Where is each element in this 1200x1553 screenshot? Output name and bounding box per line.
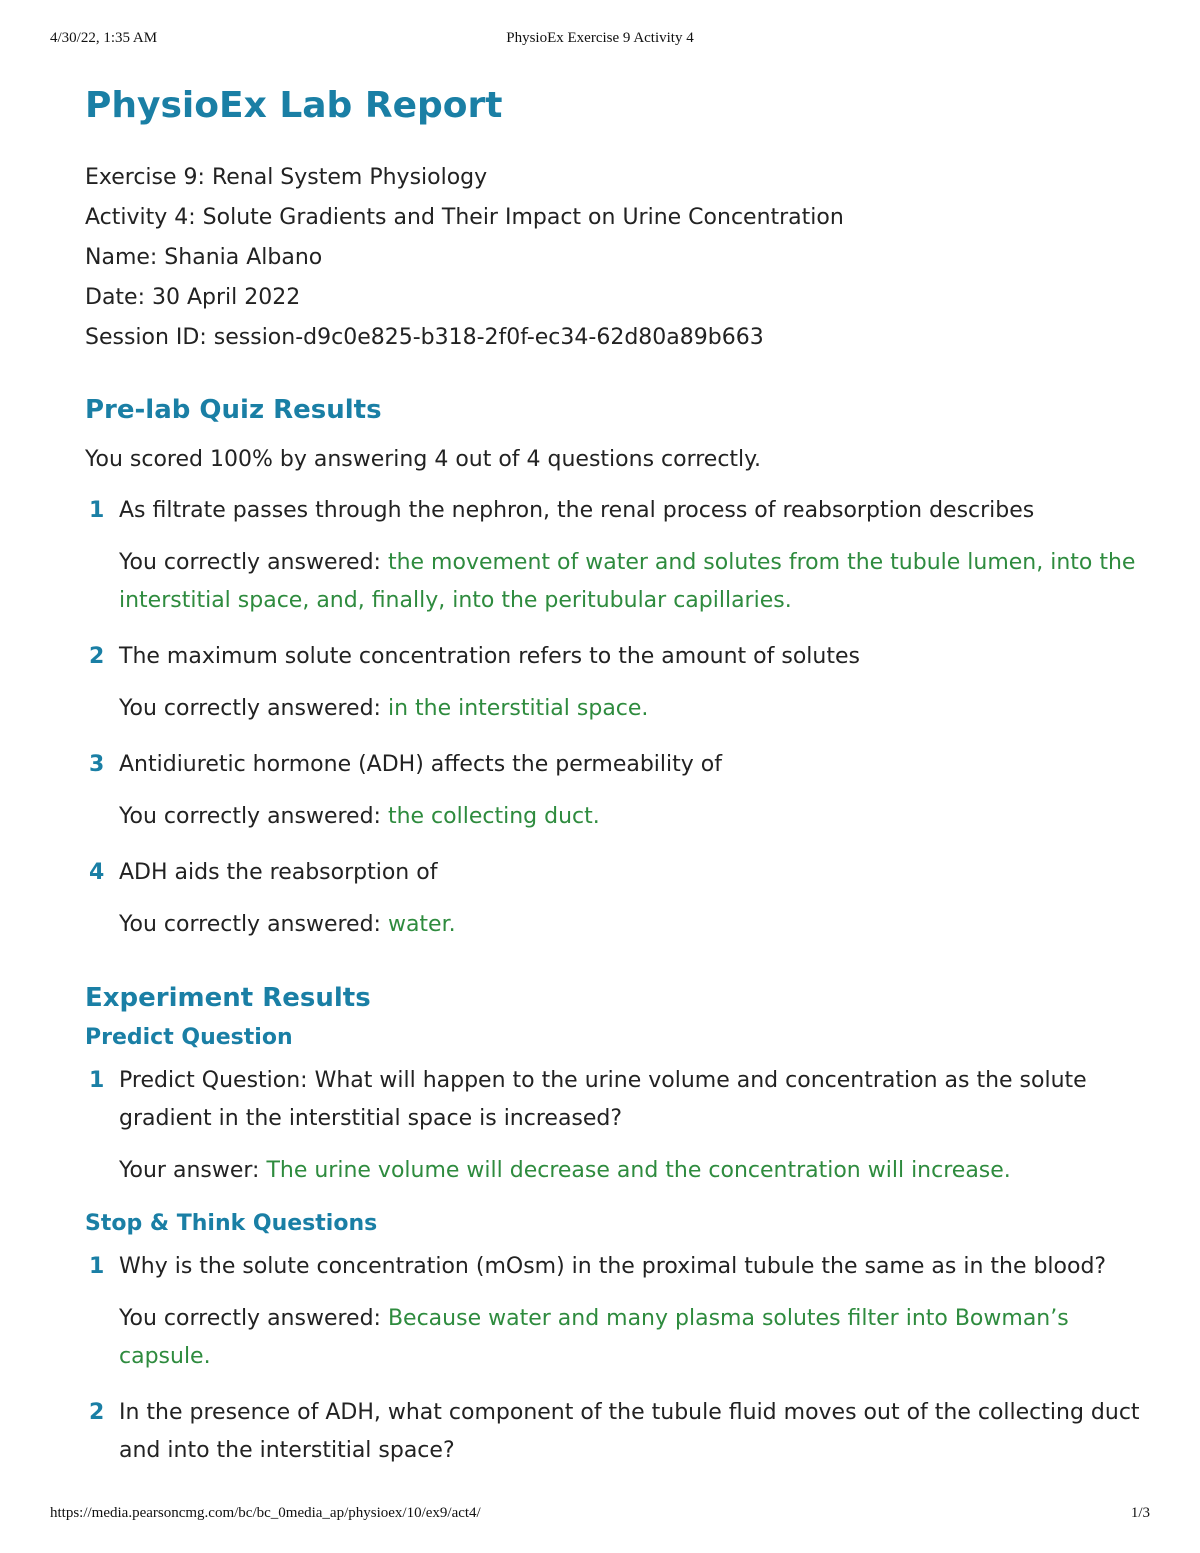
name-line: Name: Shania Albano bbox=[85, 245, 323, 270]
print-page-title: PhysioEx Exercise 9 Activity 4 bbox=[506, 30, 694, 46]
stop-think-question bbox=[85, 1248, 1145, 1376]
answer-value: Because water and many plasma solutes filter into Bowman’s capsule. bbox=[119, 1306, 1069, 1369]
answer-value: the movement of water and solutes from the tubule lumen, into the interstitial space, and, finally, into the peritubular capillaries. bbox=[119, 550, 1136, 613]
answer-label: You correctly answered: bbox=[119, 1306, 388, 1331]
answer-label: Your answer: bbox=[119, 1158, 267, 1183]
question-text: As filtrate passes through the nephron, the renal process of reabsorption describes bbox=[119, 498, 1035, 523]
print-datetime: 4/30/22, 1:35 AM bbox=[50, 30, 158, 46]
question-answer bbox=[119, 544, 1145, 620]
question-number: 1 bbox=[89, 1068, 105, 1093]
stop-think-question bbox=[85, 1394, 1145, 1470]
question-answer bbox=[119, 1300, 1145, 1376]
experiment-heading: Experiment Results bbox=[85, 983, 371, 1013]
answer-label: You correctly answered: bbox=[119, 804, 388, 829]
answer-value: The urine volume will decrease and the concentration will increase. bbox=[266, 1158, 1011, 1183]
answer-value: in the interstitial space. bbox=[387, 696, 649, 721]
lab-report bbox=[85, 82, 1145, 1470]
question-number: 2 bbox=[89, 644, 105, 669]
question-text: Why is the solute concentration (mOsm) in the proximal tubule the same as in the blood? bbox=[119, 1254, 1107, 1279]
session-line: Session ID: session-d9c0e825-b318-2f0f-ec34-62d80a89b663 bbox=[85, 325, 764, 350]
question-text: Predict Question: What will happen to the urine volume and concentration as the solute gradient in the interstitial space is increased? bbox=[119, 1068, 1087, 1131]
answer-value: the collecting duct. bbox=[387, 804, 600, 829]
question-text: In the presence of ADH, what component of the tubule fluid moves out of the collecting duct and into the interstitial space? bbox=[119, 1400, 1140, 1463]
predict-heading: Predict Question bbox=[85, 1025, 293, 1050]
exercise-line: Exercise 9: Renal System Physiology bbox=[85, 165, 488, 190]
question-number: 4 bbox=[89, 860, 105, 885]
prelab-question bbox=[85, 492, 1145, 620]
answer-label: You correctly answered: bbox=[119, 550, 388, 575]
report-meta bbox=[85, 158, 1145, 358]
question-number: 1 bbox=[89, 498, 105, 523]
answer-label: You correctly answered: bbox=[119, 912, 388, 937]
prelab-question bbox=[85, 638, 1145, 728]
date-line: Date: 30 April 2022 bbox=[85, 285, 301, 310]
answer-value: water. bbox=[387, 912, 456, 937]
answer-label: You correctly answered: bbox=[119, 696, 388, 721]
question-number: 1 bbox=[89, 1254, 105, 1279]
question-answer bbox=[119, 1152, 1145, 1190]
prelab-question bbox=[85, 854, 1145, 944]
print-url: https://media.pearsoncmg.com/bc/bc_0media_ap/physioex/10/ex9/act4/ bbox=[50, 1505, 481, 1521]
question-answer bbox=[119, 906, 1145, 944]
question-answer bbox=[119, 798, 1145, 836]
prelab-score: You scored 100% by answering 4 out of 4 questions correctly. bbox=[85, 447, 762, 472]
prelab-heading: Pre-lab Quiz Results bbox=[85, 395, 382, 425]
question-answer bbox=[119, 690, 1145, 728]
report-title: PhysioEx Lab Report bbox=[85, 85, 503, 126]
question-number: 3 bbox=[89, 752, 105, 777]
activity-line: Activity 4: Solute Gradients and Their Impact on Urine Concentration bbox=[85, 205, 844, 230]
print-page-number: 1/3 bbox=[1130, 1505, 1150, 1521]
stop-think-heading: Stop & Think Questions bbox=[85, 1211, 378, 1236]
question-text: ADH aids the reabsorption of bbox=[119, 860, 438, 885]
question-number: 2 bbox=[89, 1400, 105, 1425]
question-text: The maximum solute concentration refers to the amount of solutes bbox=[119, 644, 860, 669]
question-text: Antidiuretic hormone (ADH) affects the permeability of bbox=[119, 752, 722, 777]
predict-question bbox=[85, 1062, 1145, 1190]
prelab-question bbox=[85, 746, 1145, 836]
